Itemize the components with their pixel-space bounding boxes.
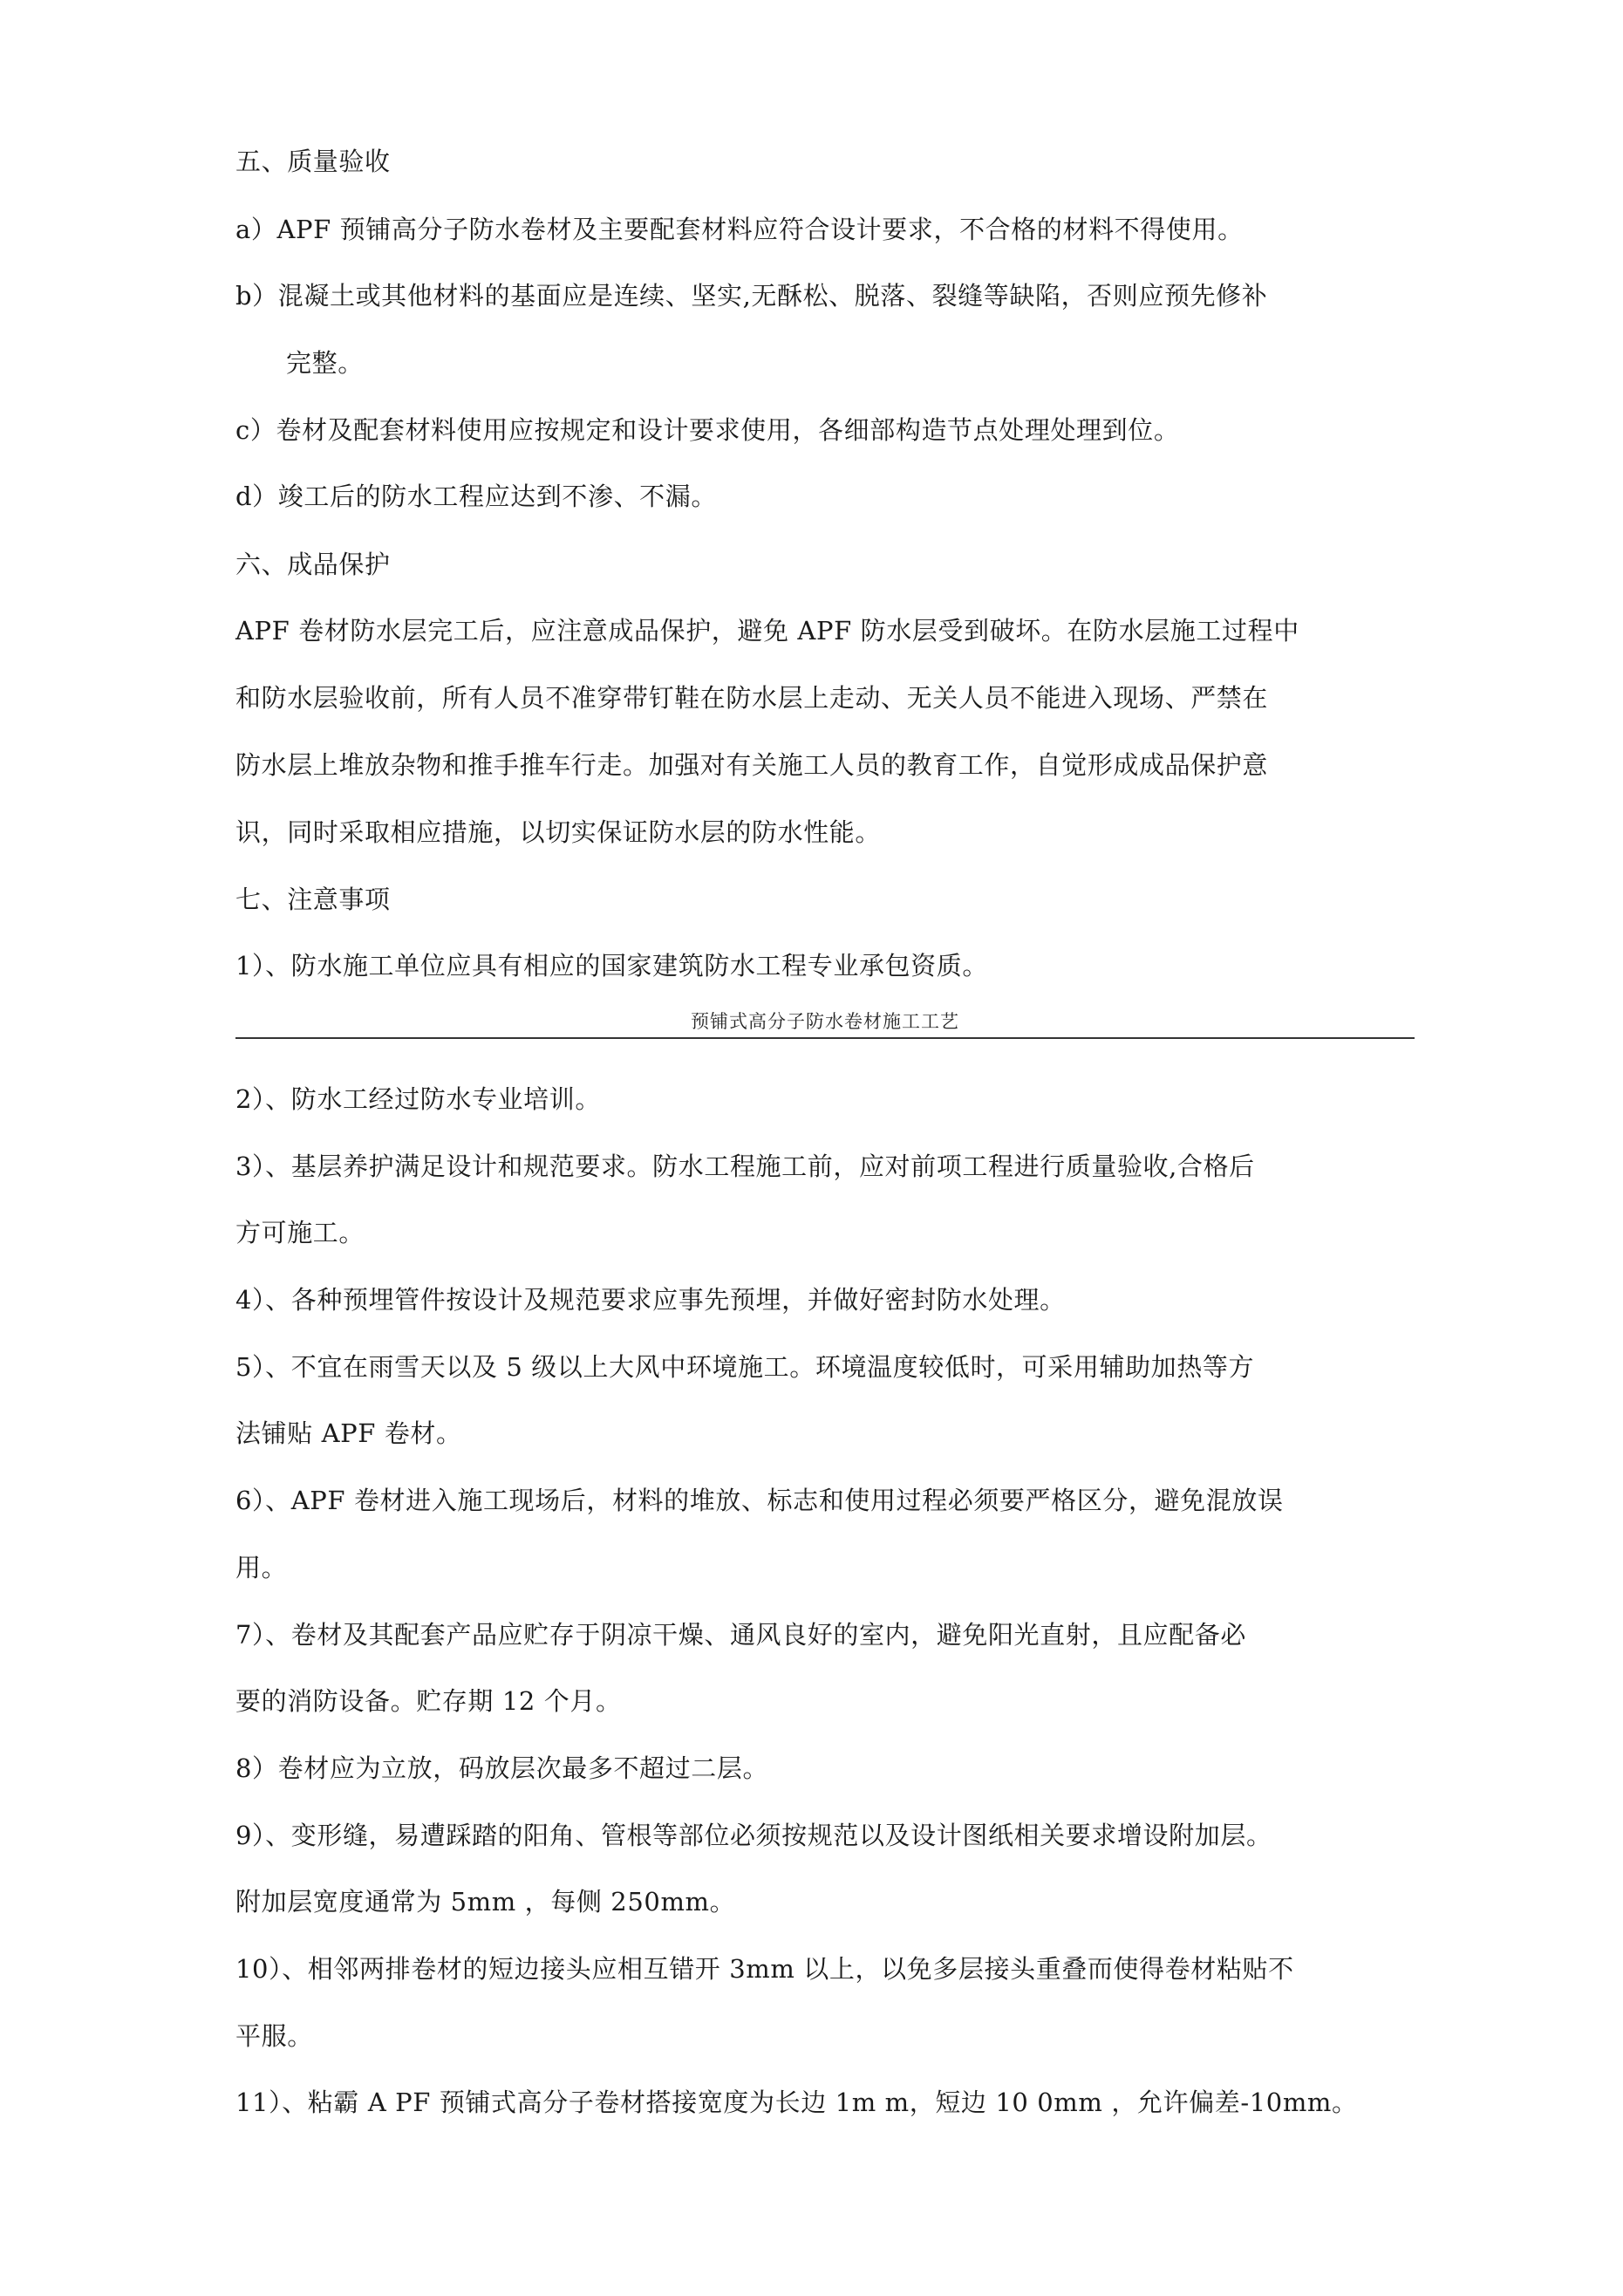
section-7-item-2: 2）、防水工经过防水专业培训。 [235,1084,601,1114]
section-5-item-c: c）卷材及配套材料使用应按规定和设计要求使用，各细部构造节点处理处理到位。 [235,415,1180,445]
section-7-item-3-cont: 方可施工。 [235,1218,365,1247]
section-6-paragraph-line: 识，同时采取相应措施，以切实保证防水层的防水性能。 [235,817,882,847]
section-7-item-8: 8）卷材应为立放，码放层次最多不超过二层。 [235,1753,769,1783]
section-7-item-3: 3）、基层养护满足设计和规范要求。防水工程施工前，应对前项工程进行质量验收,合格后 [235,1151,1255,1181]
section-7-item-6-cont: 用。 [235,1553,288,1582]
section-5-heading: 五、质量验收 [235,147,391,176]
section-7-item-6: 6）、APF 卷材进入施工现场后，材料的堆放、标志和使用过程必须要严格区分，避免混放误 [235,1486,1284,1515]
section-7-item-4: 4）、各种预埋管件按设计及规范要求应事先预埋，并做好密封防水处理。 [235,1285,1066,1315]
section-7-item-5: 5）、不宜在雨雪天以及 5 级以上大风中环境施工。环境温度较低时，可采用辅助加热等方 [235,1352,1255,1382]
section-6-paragraph-line: 防水层上堆放杂物和推手推车行走。加强对有关施工人员的教育工作，自觉形成成品保护意 [235,750,1269,780]
section-6-heading: 六、成品保护 [235,550,391,579]
section-6-paragraph-line: 和防水层验收前，所有人员不准穿带钉鞋在防水层上走动、无关人员不能进入现场、严禁在 [235,683,1269,713]
section-7-heading: 七、注意事项 [235,885,391,914]
page-header-title: 预铺式高分子防水卷材施工工艺 [691,1011,959,1032]
section-7-item-5-cont: 法铺贴 APF 卷材。 [235,1418,462,1448]
section-7-item-11: 11）、粘霸 A PF 预铺式高分子卷材搭接宽度为长边 1m m，短边 10 0mm ，允许偏差-10mm。 [235,2088,1358,2117]
section-7-item-10: 10）、相邻两排卷材的短边接头应相互错开 3mm 以上，以免多层接头重叠而使得卷材粘贴不 [235,1954,1294,1984]
section-7-item-7-cont: 要的消防设备。贮存期 12 个月。 [235,1686,622,1716]
section-5-item-b-cont: 完整。 [286,348,364,378]
section-7-item-9: 9）、变形缝，易遭踩踏的阳角、管根等部位必须按规范以及设计图纸相关要求增设附加层。 [235,1821,1272,1850]
section-5-item-a: a）APF 预铺高分子防水卷材及主要配套材料应符合设计要求，不合格的材料不得使用。 [235,215,1244,244]
section-5-item-b: b）混凝土或其他材料的基面应是连续、坚实,无酥松、脱落、裂缝等缺陷，否则应预先修补 [235,281,1268,311]
section-6-paragraph-line: APF 卷材防水层完工后，应注意成品保护，避免 APF 防水层受到破坏。在防水层施工过程中 [235,616,1299,646]
section-7-item-7: 7）、卷材及其配套产品应贮存于阴凉干燥、通风良好的室内，避免阳光直射，且应配备必 [235,1620,1246,1650]
section-5-item-d: d）竣工后的防水工程应达到不渗、不漏。 [235,482,717,511]
section-7-item-10-cont: 平服。 [235,2021,313,2051]
section-7-item-9-cont: 附加层宽度通常为 5mm ，每侧 250mm。 [235,1887,736,1917]
section-7-item-1: 1）、防水施工单位应具有相应的国家建筑防水工程专业承包资质。 [235,951,988,981]
header-divider [235,1037,1415,1039]
